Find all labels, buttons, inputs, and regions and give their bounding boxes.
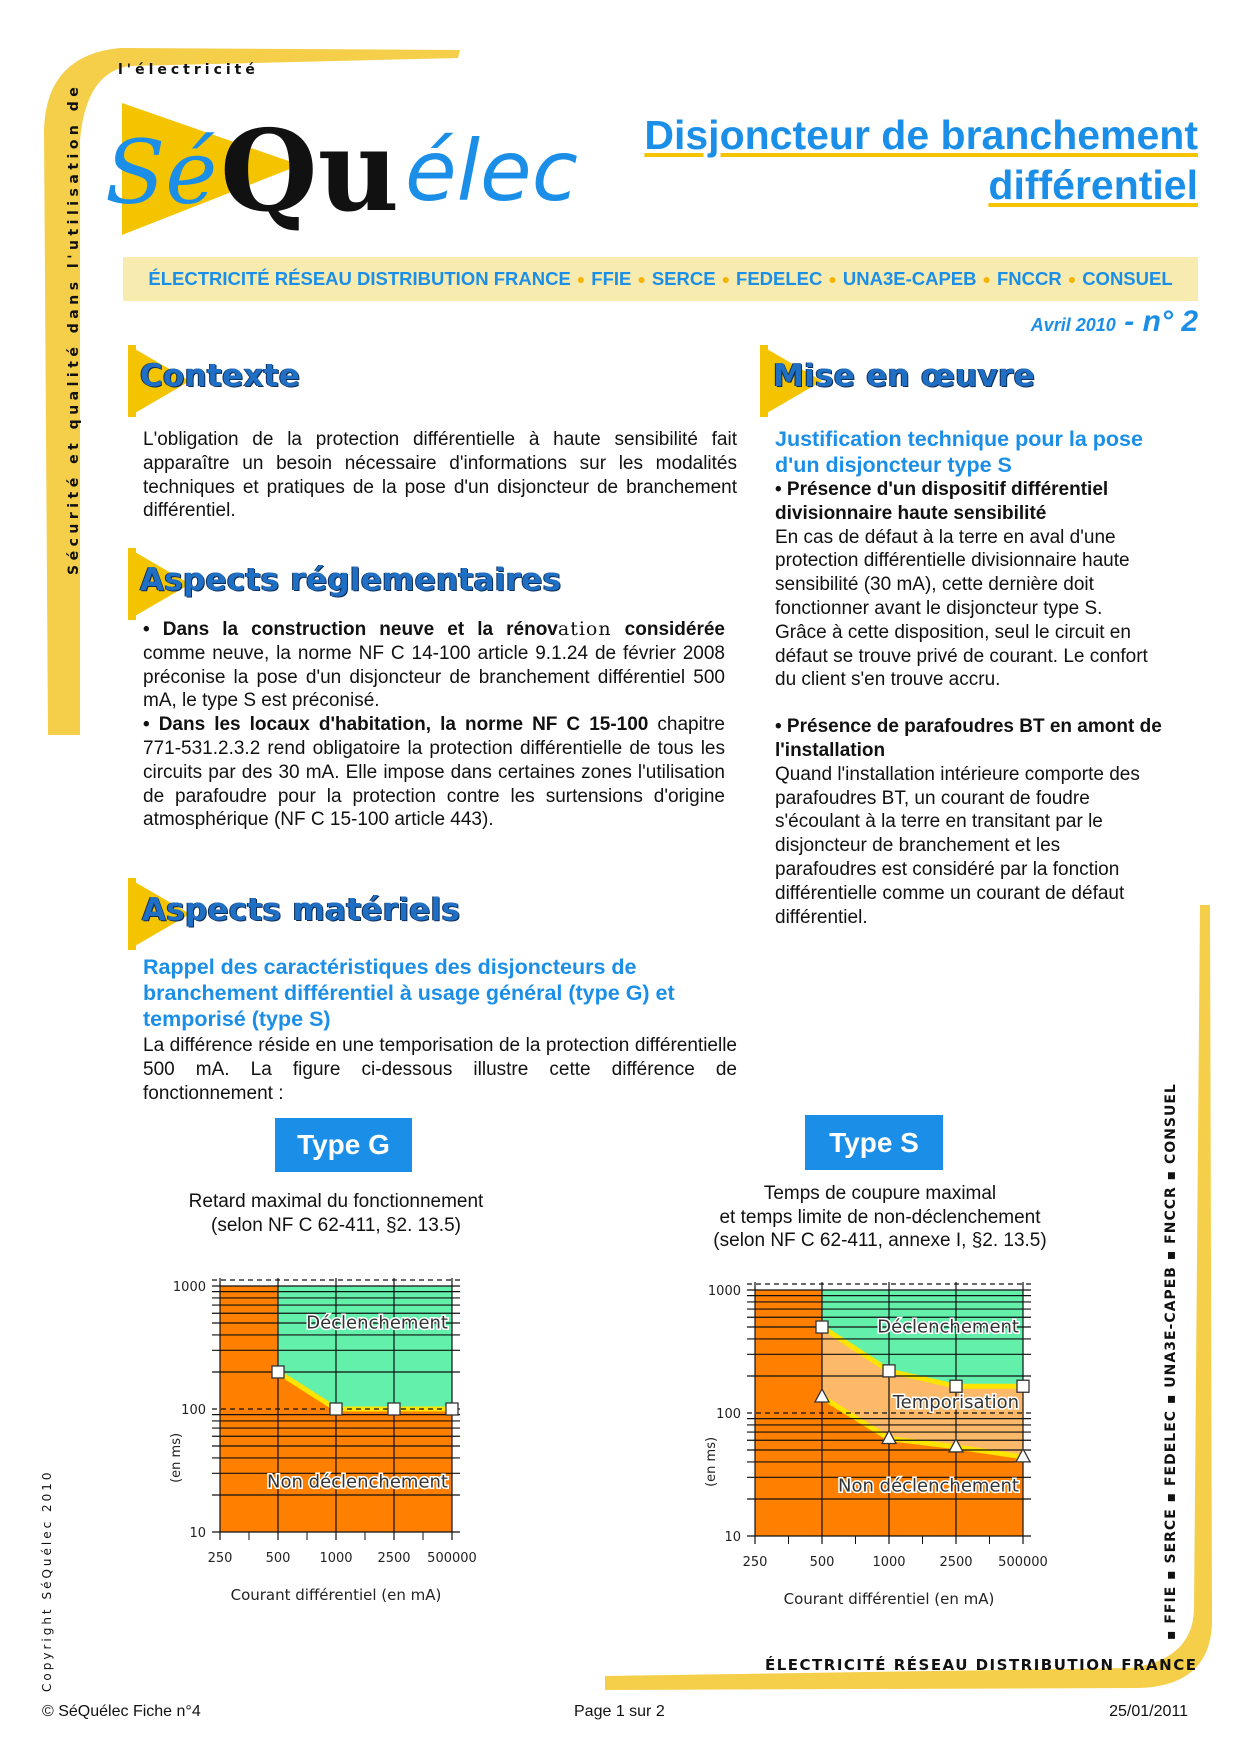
square-marker: [330, 1403, 342, 1415]
bold-text: • Dans la construction neuve et la rénov: [143, 619, 558, 640]
side-partners: ▪ FFIE ▪ SERCE ▪ FEDELEC ▪ UNA3E-CAPEB ▪ FNCCR ▪ CONSUEL: [1163, 1083, 1179, 1640]
footer-date: 25/01/2011: [1109, 1703, 1188, 1720]
bold-text: • Présence d'un dispositif différentiel divisionnaire haute sensibilité: [775, 479, 1109, 524]
caption-line: (selon NF C 62-411, annexe I, §2. 13.5): [713, 1230, 1047, 1251]
partner: CONSUEL: [1082, 268, 1173, 289]
partner: UNA3E-CAPEB: [842, 268, 977, 289]
x-tick-label: 500000: [427, 1551, 477, 1566]
x-tick-label: 500: [265, 1551, 291, 1566]
heading-mise-en-oeuvre: Mise en œuvre: [773, 358, 1036, 394]
caption-line: Retard maximal du fonctionnement: [188, 1191, 484, 1212]
bold-text: considérée: [611, 619, 725, 640]
issue-info: [1031, 305, 1198, 339]
bottom-logo-text: ÉLECTRICITÉ RÉSEAU DISTRIBUTION FRANCE: [765, 1656, 1198, 1674]
y-axis-label: (en ms): [169, 1432, 184, 1483]
heading-contexte: Contexte: [140, 358, 301, 394]
partner: FFIE: [591, 268, 632, 289]
bold-text: • Dans les locaux d'habitation, la norme NF C 15-100: [143, 714, 649, 736]
bullet-icon: ●: [1067, 271, 1077, 287]
x-tick-label: 1000: [872, 1555, 906, 1570]
logo-tagline-top: l'électricité: [118, 62, 259, 78]
chart-g-caption: [136, 1190, 536, 1237]
text: ation: [557, 618, 612, 640]
type-g-label: Type G: [275, 1118, 412, 1172]
text: Grâce à cette disposition, seul le circuit en défaut se trouve privé de courant. Le confort du client s'en trouve accru.: [775, 621, 1148, 691]
y-tick-label: 100: [716, 1407, 741, 1422]
footer-left: © SéQuélec Fiche n°4: [42, 1703, 201, 1720]
region-label-trip: Déclenchement: [877, 1316, 1019, 1338]
issue-date: Avril 2010: [1030, 315, 1116, 335]
square-marker: [883, 1365, 895, 1377]
mise-bullet-1: [775, 478, 1165, 692]
x-tick-label: 500: [809, 1555, 835, 1570]
heading-reglementaires: Aspects réglementaires: [140, 562, 562, 598]
region-label-delay: Temporisation: [892, 1391, 1019, 1413]
mise-subtitle: Justification technique pour la pose d'un disjoncteur type S: [775, 427, 1143, 477]
bullet-icon: ●: [576, 271, 586, 287]
logo-tagline-side: Sécurité et qualité dans l'utilisation de: [66, 82, 82, 575]
bold-text: • Présence de parafoudres BT en amont de l'installation: [775, 716, 1162, 761]
partner: SERCE: [651, 268, 716, 289]
logo: [100, 95, 600, 245]
region-label-non-trip: Non déclenchement: [267, 1471, 448, 1493]
text: Quand l'installation intérieure comporte des parafoudres BT, un courant de foudre s'écoulant à la terre en transitant par le disjoncteur de branchement et les parafoudres est considéré par la fonction différentielle comme un courant de défaut différentiel.: [775, 763, 1140, 928]
chart-type-s: [685, 1274, 1065, 1614]
y-tick-label: 100: [181, 1403, 206, 1418]
bullet-icon: ●: [721, 271, 731, 287]
mise-bullet-2: [775, 715, 1165, 929]
svg-text:élec: élec: [405, 122, 578, 220]
square-marker: [816, 1321, 828, 1333]
x-tick-label: 250: [207, 1551, 233, 1566]
region-label-trip: Déclenchement: [306, 1312, 448, 1334]
x-tick-label: 250: [742, 1555, 768, 1570]
y-tick-label: 1000: [707, 1284, 741, 1299]
square-marker: [1017, 1380, 1029, 1392]
page-title-line2: différentiel: [988, 162, 1198, 208]
x-tick-label: 1000: [319, 1551, 353, 1566]
x-tick-label: 500000: [998, 1555, 1048, 1570]
bullet-icon: ●: [982, 271, 991, 287]
caption-line: (selon NF C 62-411, §2. 13.5): [211, 1214, 461, 1236]
text: chapitre 771-531.2.3.2 rend obligatoire la protection différentielle de tous les circuits par des 30 mA. Elle impose dans certaines zones l'utilisation de parafoudre pour la protection contre les surtensions d'origine atmosphérique (NF C 15-100 article 443).: [143, 714, 725, 831]
type-s-label: Type S: [805, 1115, 943, 1170]
square-marker: [446, 1403, 458, 1415]
text: En cas de défaut à la terre en aval d'une protection différentielle divisionnaire haute sensibilité (30 mA), cette dernière doit fonctionner avant le disjoncteur type S.: [775, 526, 1130, 619]
square-marker: [272, 1366, 284, 1378]
y-axis-label: (en ms): [704, 1436, 719, 1487]
materiels-text: La différence réside en une temporisation de la protection différentielle 500 mA. La figure ci-dessous illustre cette différence de fonctionnement :: [143, 1035, 737, 1104]
square-marker: [950, 1380, 962, 1392]
region-label-non-trip: Non déclenchement: [838, 1475, 1019, 1497]
mise-column: [775, 426, 1165, 929]
issue-separator: -: [1124, 305, 1135, 338]
caption-line: et temps limite de non-déclenchement: [719, 1206, 1041, 1228]
heading-materiels: Aspects matériels: [142, 892, 461, 928]
square-marker: [388, 1403, 400, 1415]
reglementaires-text: [143, 618, 725, 832]
svg-text:Sé: Sé: [105, 121, 218, 224]
x-tick-label: 2500: [377, 1551, 411, 1566]
materiels-subtitle: Rappel des caractéristiques des disjoncteurs de branchement différentiel à usage général (type G) et temporisé (type S): [143, 955, 675, 1031]
partner: ÉLECTRICITÉ RÉSEAU DISTRIBUTION FRANCE: [148, 268, 571, 289]
partner: FEDELEC: [736, 268, 823, 289]
text: comme neuve, la norme NF C 14-100 article 9.1.24 de février 2008 préconise la pose d'un disjoncteur de branchement différentiel 500 mA, le type S est préconisé.: [143, 642, 725, 712]
svg-text:Qu: Qu: [220, 106, 399, 237]
y-tick-label: 10: [724, 1530, 741, 1545]
chart-type-g: [150, 1270, 500, 1610]
x-tick-label: 2500: [939, 1555, 973, 1570]
issue-number: n° 2: [1142, 305, 1198, 338]
y-tick-label: 1000: [172, 1280, 206, 1295]
x-axis-label: Courant différentiel (en mA): [230, 1586, 442, 1604]
x-axis-label: Courant différentiel (en mA): [783, 1590, 995, 1608]
partner: FNCCR: [996, 268, 1062, 289]
footer-page: Page 1 sur 2: [574, 1703, 665, 1720]
page-title-line1: Disjoncteur de branchement: [644, 112, 1198, 158]
bullet-icon: ●: [637, 271, 646, 287]
copyright-side: Copyright SéQuélec 2010: [40, 1469, 54, 1692]
bullet-icon: ●: [828, 271, 837, 287]
y-tick-label: 10: [189, 1526, 206, 1541]
partners-banner: [123, 257, 1198, 301]
caption-line: Temps de coupure maximal: [763, 1183, 997, 1204]
contexte-text: L'obligation de la protection différentielle à haute sensibilité fait apparaître un besoin nécessaire d'informations sur les modalités techniques et pratiques de la pose d'un disjoncteur de branchement différentiel.: [143, 429, 737, 522]
chart-s-caption: [670, 1182, 1090, 1253]
logo-graphic: [100, 95, 600, 245]
